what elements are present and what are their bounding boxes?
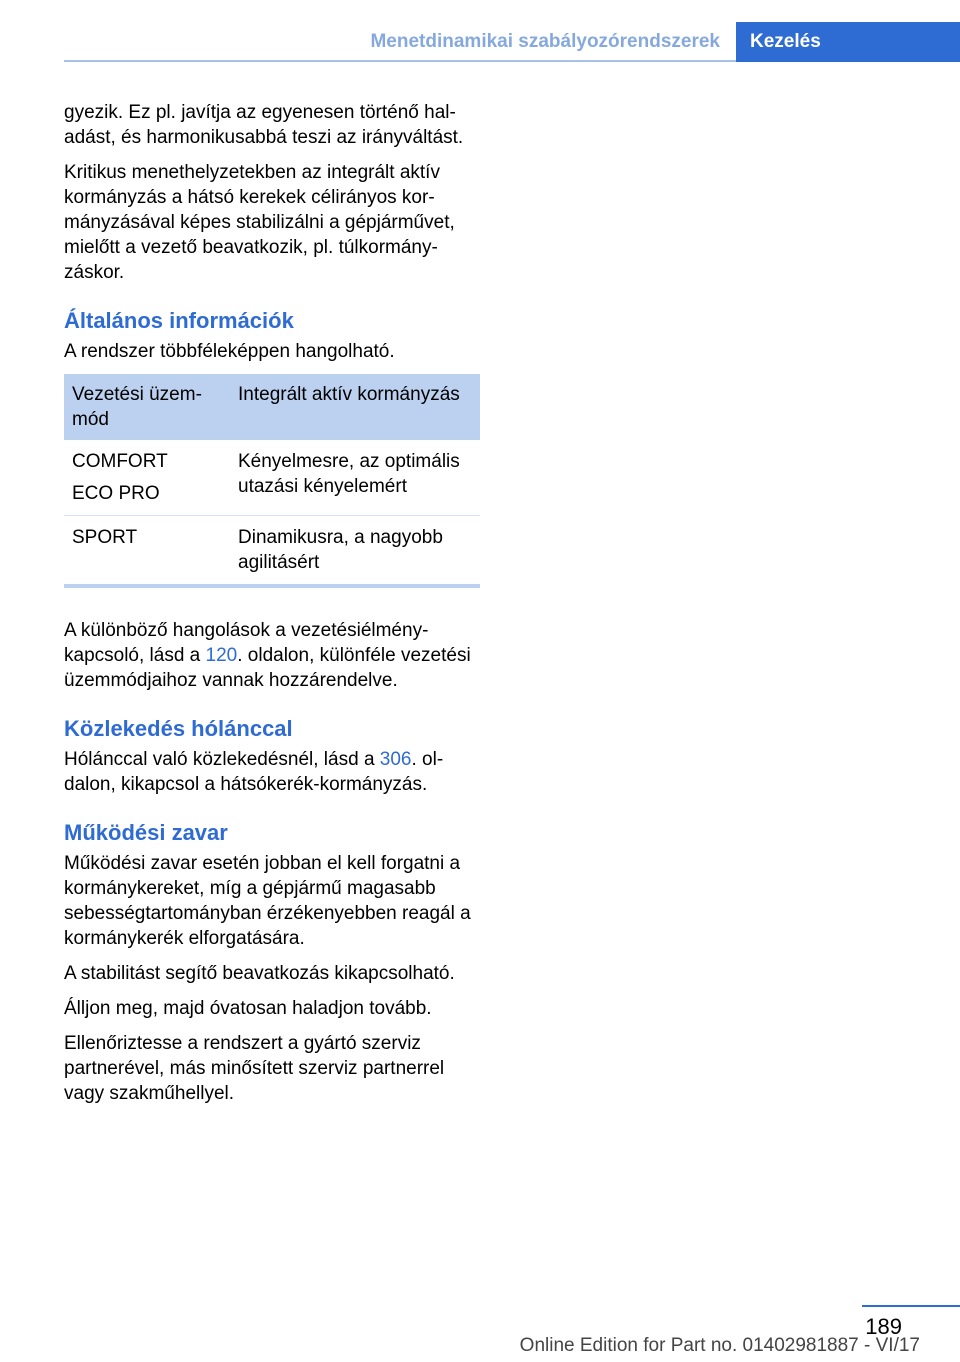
- table-cell-mode: [64, 440, 230, 516]
- driving-mode-table: [64, 374, 480, 588]
- paragraph: A rendszer többféleképpen hangolható.: [64, 341, 395, 362]
- header-divider: [64, 60, 736, 62]
- header-section-title: Menetdinamikai szabályozórendszerek: [370, 31, 720, 52]
- paragraph: Ellenőriztesse a rendszert a gyártó szerviz partnerével, más minősített szerviz partnerrel vagy szakműhellyel.: [64, 1033, 445, 1104]
- text: . oldalon, kikapcsol a hátsókerék-kormányzás.: [64, 749, 444, 795]
- edition-note: Online Edition for Part no. 01402981887 - VI/17: [519, 1335, 920, 1356]
- table-cell-description: Kényelmesre, az optimális utazási kényelemért: [230, 440, 480, 516]
- section-heading-general-info: Általános információk: [64, 308, 294, 333]
- header-chapter-tab: Kezelés: [736, 22, 960, 62]
- paragraph: [64, 618, 482, 693]
- table-header-steering: Integrált aktív kormányzás: [230, 374, 480, 440]
- table-row: [64, 440, 480, 516]
- table-row: [64, 516, 480, 587]
- section-heading-malfunction: Működési zavar: [64, 820, 228, 845]
- paragraph: Működési zavar esetén jobban el kell forgatni a kormánykereket, míg a gépjármű magasabb sebességtartományban érzékenyebben reagál a kormánykerék elforgatására.: [64, 853, 471, 949]
- page-number: 189: [865, 1314, 902, 1339]
- mode-label: SPORT: [72, 527, 138, 548]
- paragraph: gyezik. Ez pl. javítja az egyenesen történő haladást, és harmonikusabbá teszi az irányváltást.: [64, 102, 464, 148]
- text: . oldalon, különféle vezetési üzemmódjaihoz vannak hozzárendelve.: [64, 645, 471, 691]
- section-heading-snow-chains: Közlekedés hólánccal: [64, 716, 293, 741]
- table-cell-description: Dinamikusra, a nagyobb agilitásért: [238, 527, 443, 573]
- page-link-120[interactable]: 120: [205, 645, 238, 666]
- table-cell-mode: [64, 516, 230, 587]
- table-header-mode: Vezetési üzemmód: [64, 374, 230, 440]
- table-header-row: [64, 374, 480, 440]
- footer-divider: [862, 1305, 960, 1307]
- mode-label: COMFORT: [72, 451, 168, 472]
- paragraph: [64, 747, 482, 797]
- page-link-306[interactable]: 306: [379, 749, 412, 770]
- paragraph: Kritikus menethelyzetekben az integrált aktív kormányzás a hátsó kerekek célirányos kormányzásával képes stabilizálni a gépjárművet, mielőtt a vezető beavatkozik, pl. túlkormányzáskor.: [64, 162, 455, 283]
- main-content: [64, 100, 482, 1116]
- text: Hólánccal való közlekedésnél, lásd a: [64, 749, 380, 770]
- mode-label: ECO PRO: [72, 483, 160, 504]
- paragraph: Álljon meg, majd óvatosan haladjon tovább.: [64, 998, 432, 1019]
- paragraph: A stabilitást segítő beavatkozás kikapcsolható.: [64, 963, 455, 984]
- text: A különböző hangolások a vezetésiélmény-kapcsoló, lásd a: [64, 620, 429, 666]
